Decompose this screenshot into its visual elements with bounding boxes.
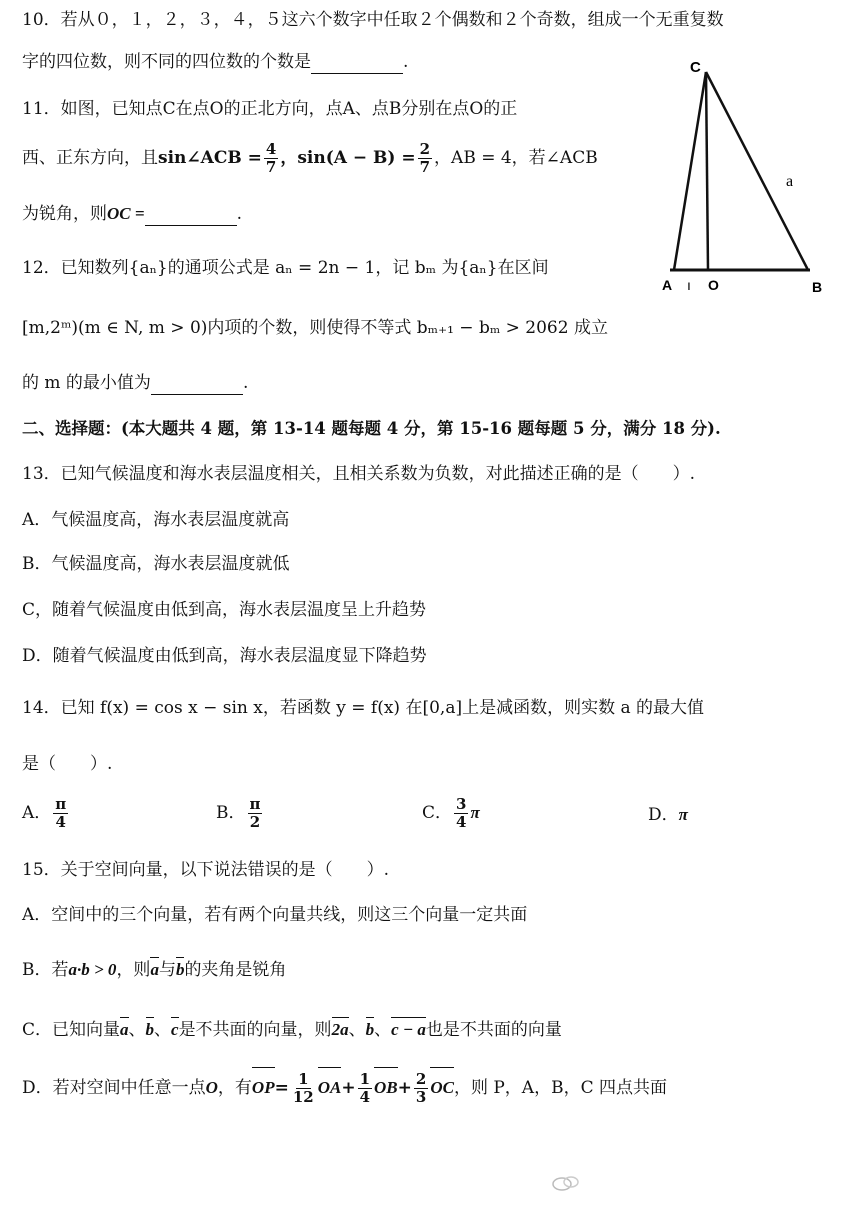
q15-c-sep2: 、	[154, 1020, 172, 1040]
q15-c-sep1: 、	[128, 1020, 146, 1040]
q15-option-c	[22, 1018, 562, 1042]
segment-co	[706, 72, 708, 270]
segment-cb	[706, 72, 808, 270]
q13-option-c: C，随着气候温度由低到高，海水表层温度呈上升趋势	[22, 600, 427, 620]
q15-c-vector-b2: b	[366, 1018, 375, 1042]
q14-option-a-label: A．	[22, 803, 52, 823]
q15-b-with: 与	[158, 960, 176, 980]
q15-d-prefix: D．若对空间中任意一点	[22, 1078, 206, 1098]
q10-line2-text: 字的四位数，则不同的四位数的个数是	[22, 52, 311, 72]
q15-c-mid: 是不共面的向量，则	[178, 1020, 332, 1040]
q14-b-numerator: π	[249, 795, 261, 813]
q15-d-plus1: +	[341, 1078, 356, 1098]
q14-c-denominator: 4	[456, 813, 467, 831]
q13-option-a: A．气候温度高，海水表层温度就高	[22, 510, 290, 530]
q15-d-equals: =	[274, 1078, 289, 1098]
q15-c-sep3: 、	[348, 1020, 366, 1040]
q15-option-d	[22, 1068, 667, 1108]
q15-c-vector-c: c	[171, 1018, 179, 1042]
q11-sin-a-minus-b: ，sin(A − B) =	[280, 148, 416, 168]
q14-option-c-label: C．	[422, 803, 453, 823]
q14-a-denominator: 4	[55, 813, 66, 831]
q14-option-a-fraction	[53, 796, 68, 831]
q15-d-fraction-1-4	[358, 1071, 372, 1106]
q11-oc: OC =	[107, 204, 145, 223]
q14-option-b	[216, 796, 264, 831]
q14-c-pi: π	[470, 803, 480, 822]
q14-c-numerator: 3	[456, 795, 467, 813]
q12-line1: 12．已知数列{aₙ}的通项公式是 aₙ = 2n − 1，记 bₘ 为{aₙ}在区间	[22, 258, 549, 278]
watermark-icon	[548, 1170, 584, 1196]
q14-option-b-label: B．	[216, 803, 246, 823]
q14-a-numerator: π	[55, 795, 67, 813]
q11-line3-end: .	[236, 204, 242, 224]
q15-d-have: ，有	[217, 1078, 252, 1098]
q15-d-vector-oc: OC	[430, 1068, 454, 1108]
q15-d-plus2: +	[397, 1078, 412, 1098]
q11-fraction-2-7	[418, 141, 432, 176]
q12-line3	[22, 371, 248, 395]
q15-option-b	[22, 958, 286, 982]
q15-c-vector-b: b	[146, 1018, 155, 1042]
q11-frac1-numerator: 4	[265, 140, 277, 158]
label-a-point: A	[662, 277, 673, 293]
q13-stem: 13．已知气候温度和海水表层温度相关，且相关系数为负数，对此描述正确的是（ ）.	[22, 464, 696, 484]
q11-fraction-4-7	[264, 141, 278, 176]
q15-d-f1-denominator: 12	[292, 1088, 314, 1106]
q11-answer-blank	[145, 207, 237, 226]
q11-frac1-denominator: 7	[265, 158, 277, 176]
q15-b-suffix: 的夹角是锐角	[184, 960, 287, 980]
q12-line3-text: 的 m 的最小值为	[22, 373, 151, 393]
q15-d-f1-numerator: 1	[298, 1070, 309, 1088]
q14-option-c-fraction	[454, 796, 468, 831]
q13-option-b: B．气候温度高，海水表层温度就低	[22, 554, 290, 574]
q15-stem: 15．关于空间向量，以下说法错误的是（ ）.	[22, 860, 390, 880]
q12-line3-end: .	[242, 373, 249, 393]
q15-d-vector-oa: OA	[318, 1068, 342, 1108]
q15-option-a: A．空间中的三个向量，若有两个向量共线，则这三个向量一定共面	[22, 905, 528, 925]
label-tick: ı	[687, 277, 691, 293]
q10-answer-blank	[311, 55, 403, 74]
q15-d-fraction-2-3	[414, 1071, 428, 1106]
q10-line1: 10．若从０，１，２，３，４，５这六个数字中任取２个偶数和２个奇数，组成一个无重复数	[22, 10, 724, 30]
q14-option-c	[422, 796, 480, 831]
q14-option-d-label: D．	[648, 805, 679, 825]
q11-frac2-denominator: 7	[419, 158, 431, 176]
q15-b-vector-a: a	[150, 958, 159, 982]
label-o-point: O	[708, 277, 719, 293]
q14-d-pi: π	[678, 805, 688, 824]
q11-line2	[22, 140, 598, 176]
label-b-point: B	[812, 279, 823, 295]
q15-c-vector-a: a	[120, 1018, 129, 1042]
q11-sin-acb: sin∠ACB =	[158, 148, 262, 168]
q12-answer-blank	[151, 376, 243, 395]
q14-option-d	[648, 803, 688, 827]
q11-line3	[22, 202, 242, 226]
q14-option-a	[22, 796, 70, 831]
section2-heading: 二、选择题：(本大题共 4 题，第 13-14 题每题 4 分，第 15-16 题每题 5 分，满分 18 分).	[22, 419, 721, 438]
q14-b-denominator: 2	[249, 813, 261, 831]
q14-stem: 14．已知 f(x) = cos x − sin x，若函数 y = f(x) 在[0,a]上是减函数，则实数 a 的最大值	[22, 698, 705, 718]
q11-triangle-figure	[656, 58, 836, 298]
segment-ca	[674, 72, 706, 270]
q12-line2: [m,2ᵐ)(m ∈ N, m > 0)内项的个数，则使得不等式 bₘ₊₁ − bₘ > 2062 成立	[22, 318, 608, 338]
q15-b-mid: ，则	[116, 960, 151, 980]
q15-d-point-o: O	[205, 1078, 218, 1097]
q11-ab-text: ，AB = 4，若∠ACB	[434, 148, 598, 168]
q15-b-expression: a·b > 0	[68, 960, 117, 979]
q15-d-vector-ob: OB	[374, 1068, 398, 1108]
q15-d-f3-denominator: 3	[415, 1088, 427, 1106]
q15-c-suffix: 也是不共面的向量	[425, 1020, 562, 1040]
q15-c-prefix: C．已知向量	[22, 1020, 121, 1040]
q15-c-sep4: 、	[374, 1020, 392, 1040]
q15-b-prefix: B．若	[22, 960, 69, 980]
q15-d-f3-numerator: 2	[415, 1070, 427, 1088]
q11-frac2-numerator: 2	[419, 140, 431, 158]
q10-line2-end: .	[403, 52, 409, 72]
q10-line2	[22, 50, 408, 74]
q15-c-vector-c-minus-a: c − a	[391, 1018, 426, 1042]
q15-b-vector-b: b	[176, 958, 185, 982]
q14-stem2: 是（ ）.	[22, 754, 113, 774]
q14-option-b-fraction	[248, 796, 263, 831]
q15-d-vector-op: OP	[252, 1068, 275, 1108]
label-c: C	[690, 59, 701, 76]
q11-line2-text: 西、正东方向，且	[22, 148, 158, 168]
q15-d-suffix: ，则 P，A，B，C 四点共面	[453, 1078, 667, 1098]
q15-d-f2-denominator: 4	[359, 1088, 371, 1106]
q15-c-vector-2a: 2a	[332, 1018, 349, 1042]
q13-option-d: D．随着气候温度由低到高，海水表层温度显下降趋势	[22, 646, 427, 666]
label-a: a	[786, 173, 794, 190]
q15-d-f2-numerator: 1	[359, 1070, 371, 1088]
q15-d-fraction-1-12	[291, 1071, 316, 1106]
q11-line1: 11．如图，已知点C在点O的正北方向，点A、点B分别在点O的正	[22, 99, 518, 119]
q11-line3-text: 为锐角，则	[22, 204, 107, 224]
